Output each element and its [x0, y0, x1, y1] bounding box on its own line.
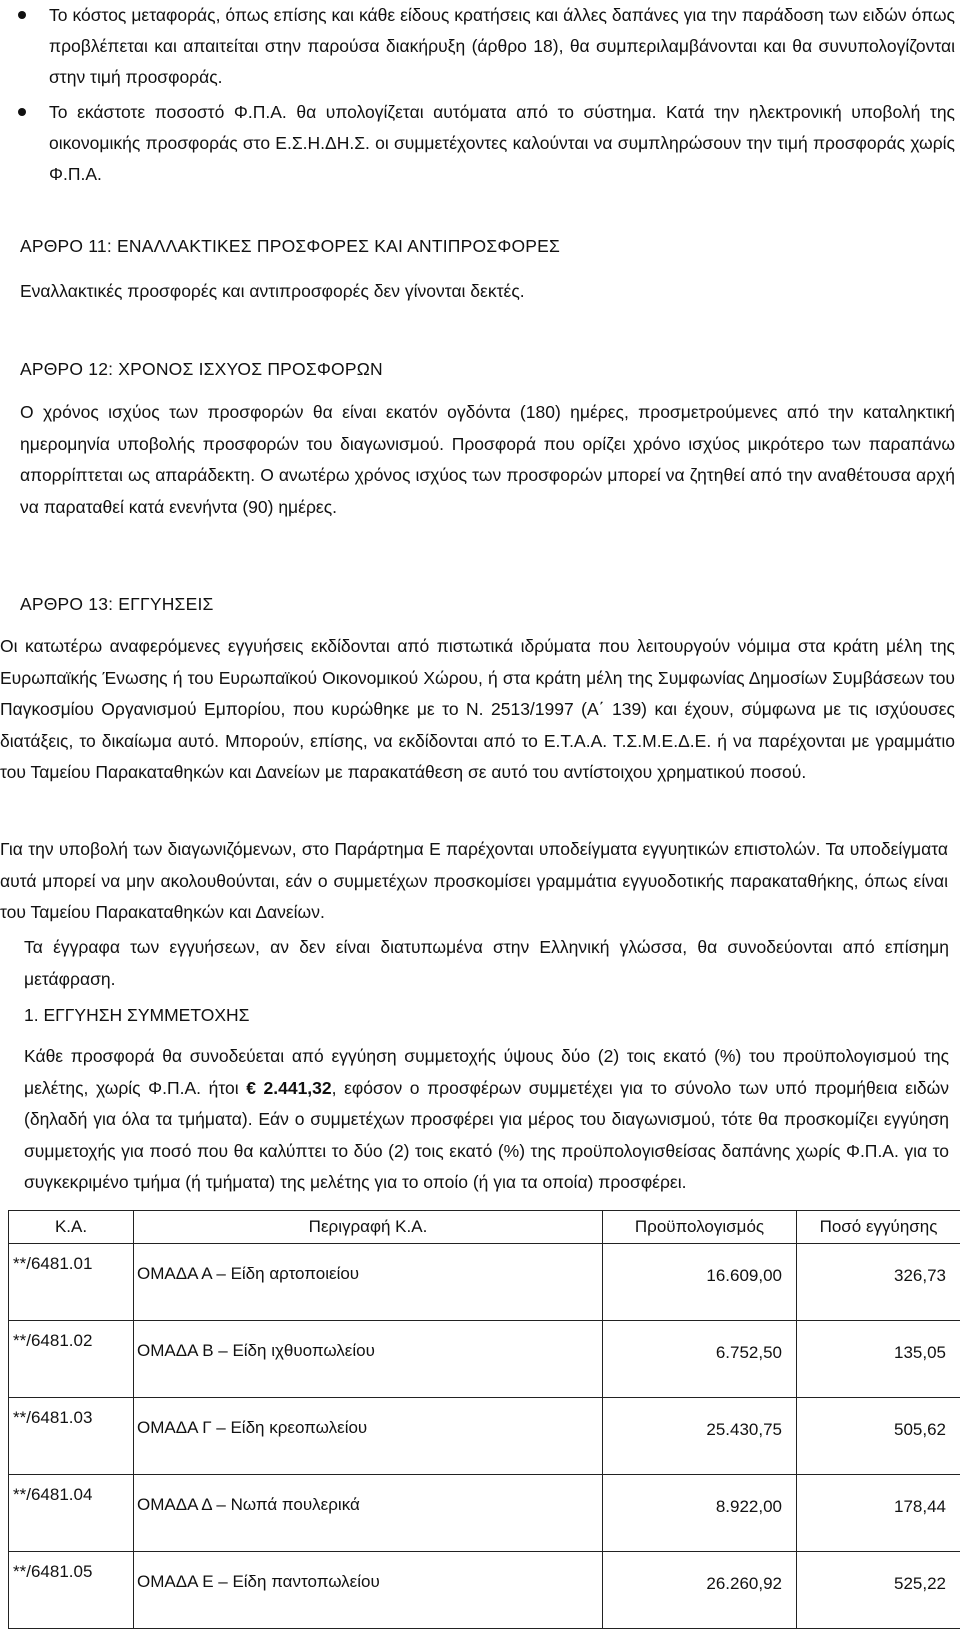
article-13-paragraph-3: Τα έγγραφα των εγγυήσεων, αν δεν είναι διατυπωμένα στην Ελληνική γλώσσα, θα συνοδεύονται από επίσημη μετάφραση.	[24, 932, 949, 995]
table-row	[9, 1398, 960, 1475]
cell-description: ΟΜΑΔΑ Α – Είδη αρτοποιείου	[134, 1244, 603, 1321]
guarantee-total-amount: 2.441,32	[264, 1078, 332, 1098]
table-header-row	[9, 1211, 960, 1244]
cell-description: ΟΜΑΔΑ Γ – Είδη κρεοπωλείου	[134, 1398, 603, 1475]
euro-sign: €	[246, 1078, 256, 1098]
table-row	[9, 1475, 960, 1552]
cell-guarantee: 178,44	[797, 1475, 960, 1552]
cell-code: **/6481.04	[9, 1475, 134, 1552]
cell-budget: 26.260,92	[603, 1552, 797, 1629]
cell-code: **/6481.01	[9, 1244, 134, 1321]
guarantee-text-after: , εφόσον ο προσφέρων συμμετέχει για το σύνολο των υπό προμήθεια ειδών (δηλαδή για όλα τα τμήματα). Εάν ο συμμετέχων προσφέρει για μέρος του διαγωνισμού, τότε θα προσκομίζει εγγύηση συμμετοχής για ποσό που θα καλύπτει το δύο (2) τοις εκατό (%) της προϋπολογισθείσας δαπάνης χωρίς Φ.Π.Α. για το συγκεκριμένο τμήμα (ή τμήματα) της μελέτης για το οποίο (ή για τα οποία) προσφέρει.	[24, 1078, 949, 1193]
article-12-heading: ΑΡΘΡΟ 12: ΧΡΟΝΟΣ ΙΣΧΥΟΣ ΠΡΟΣΦΟΡΩΝ	[20, 359, 383, 380]
cell-guarantee: 326,73	[797, 1244, 960, 1321]
article-13-paragraph-4	[24, 1041, 949, 1199]
header-description: Περιγραφή Κ.Α.	[134, 1211, 603, 1244]
article-13-heading: ΑΡΘΡΟ 13: ΕΓΓΥΗΣΕΙΣ	[20, 594, 214, 615]
bullet-dot	[18, 108, 26, 116]
bullet-list	[10, 0, 955, 190]
table-row	[9, 1552, 960, 1629]
table-row	[9, 1244, 960, 1321]
cell-budget: 8.922,00	[603, 1475, 797, 1552]
bullet-dot	[18, 11, 26, 19]
header-guarantee: Ποσό εγγύησης	[797, 1211, 960, 1244]
cell-description: ΟΜΑΔΑ Δ – Νωπά πουλερικά	[134, 1475, 603, 1552]
cell-guarantee: 505,62	[797, 1398, 960, 1475]
article-13-paragraph-2: Για την υποβολή των διαγωνιζόμενων, στο Παράρτημα Ε παρέχονται υποδείγματα εγγυητικών επιστολών. Τα υποδείγματα αυτά μπορεί να μην ακολουθούνται, εάν ο συμμετέχων προσκομίσει γραμμάτια εγγυοδοτικής παρακαταθήκης, όπως είναι του Ταμείου Παρακαταθηκών και Δανείων.	[0, 834, 948, 929]
cell-budget: 16.609,00	[603, 1244, 797, 1321]
bullet-text: Το εκάστοτε ποσοστό Φ.Π.Α. θα υπολογίζεται αυτόματα από το σύστημα. Κατά την ηλεκτρονική υποβολή της οικονομικής προσφοράς στο Ε.Σ.Η.ΔΗ.Σ. οι συμμετέχοντες καλούνται να συμπληρώσουν την τιμή προσφοράς χωρίς Φ.Π.Α.	[49, 102, 955, 184]
cell-description: ΟΜΑΔΑ Β – Είδη ιχθυοπωλείου	[134, 1321, 603, 1398]
bullet-text: Το κόστος μεταφοράς, όπως επίσης και κάθε είδους κρατήσεις και άλλες δαπάνες για την παράδοση των ειδών όπως προβλέπεται και απαιτείται στην παρούσα διακήρυξη (άρθρο 18), θα συμπεριλαμβάνονται και θα συνυπολογίζονται στην τιμή προσφοράς.	[49, 5, 955, 87]
cell-description: ΟΜΑΔΑ Ε – Είδη παντοπωλείου	[134, 1552, 603, 1629]
cell-code: **/6481.02	[9, 1321, 134, 1398]
cell-budget: 25.430,75	[603, 1398, 797, 1475]
cell-budget: 6.752,50	[603, 1321, 797, 1398]
guarantee-text-before: Κάθε προσφορά θα συνοδεύεται από εγγύηση συμμετοχής ύψους δύο (2) τοις εκατό (%) του προϋπολογισμού της μελέτης, χωρίς Φ.Π.Α. ήτοι	[24, 1046, 949, 1098]
header-code: Κ.Α.	[9, 1211, 134, 1244]
article-11-text: Εναλλακτικές προσφορές και αντιπροσφορές δεν γίνονται δεκτές.	[20, 276, 950, 308]
cell-guarantee: 525,22	[797, 1552, 960, 1629]
header-budget: Προϋπολογισμός	[603, 1211, 797, 1244]
guarantee-table	[8, 1210, 960, 1629]
cell-code: **/6481.03	[9, 1398, 134, 1475]
bullet-item-vat	[10, 97, 955, 190]
cell-code: **/6481.05	[9, 1552, 134, 1629]
cell-guarantee: 135,05	[797, 1321, 960, 1398]
article-13-paragraph-1: Οι κατωτέρω αναφερόμενες εγγυήσεις εκδίδονται από πιστωτικά ιδρύματα που λειτουργούν νόμιμα στα κράτη μέλη της Ευρωπαϊκής Ένωσης ή του Ευρωπαϊκού Οικονομικού Χώρου, ή στα κράτη μέλη της Συμφωνίας Δημοσίων Συμβάσεων του Παγκοσμίου Οργανισμού Εμπορίου, που κυρώθηκε με το Ν. 2513/1997 (Α΄ 139) και έχουν, σύμφωνα με τις ισχύουσες διατάξεις, το δικαίωμα αυτό. Μπορούν, επίσης, να εκδίδονται από το Ε.Τ.Α.Α. Τ.Σ.Μ.Ε.Δ.Ε. ή να παρέχονται με γραμμάτιο του Ταμείου Παρακαταθηκών και Δανείων με παρακατάθεση σε αυτό του αντίστοιχου χρηματικού ποσού.	[0, 631, 955, 789]
table-row	[9, 1321, 960, 1398]
article-12-text: Ο χρόνος ισχύος των προσφορών θα είναι εκατόν ογδόντα (180) ημέρες, προσμετρούμενες από την καταληκτική ημερομηνία υποβολής προσφορών του διαγωνισμού. Προσφορά που ορίζει χρόνο ισχύος μικρότερο των παραπάνω απορρίπτεται ως απαράδεκτη. Ο ανωτέρω χρόνος ισχύος των προσφορών μπορεί να ζητηθεί από την αναθέτουσα αρχή να παραταθεί κατά ενενήντα (90) ημέρες.	[20, 397, 955, 523]
participation-guarantee-heading: 1. ΕΓΓΥΗΣΗ ΣΥΜΜΕΤΟΧΗΣ	[24, 1000, 249, 1032]
bullet-item-transport-cost	[10, 0, 955, 93]
article-11-heading: ΑΡΘΡΟ 11: ΕΝΑΛΛΑΚΤΙΚΕΣ ΠΡΟΣΦΟΡΕΣ ΚΑΙ ΑΝΤΙΠΡΟΣΦΟΡΕΣ	[20, 236, 560, 257]
